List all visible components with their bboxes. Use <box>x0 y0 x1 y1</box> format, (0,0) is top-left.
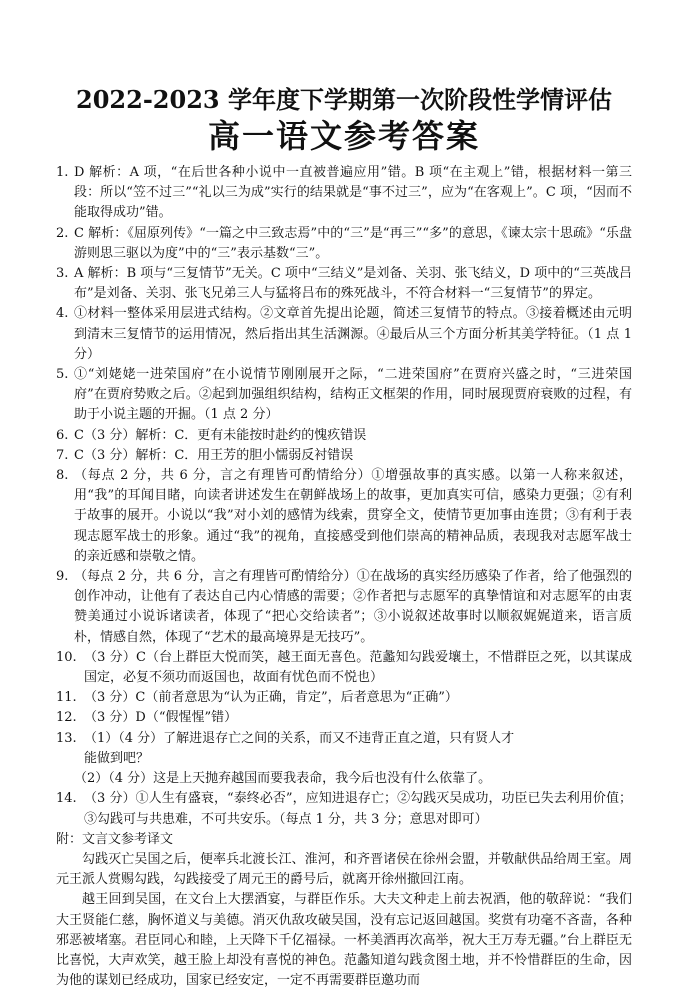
answer-13-part2: （2）（4 分）这是上天抛弃越国而要我表命，我今后也没有什么依靠了。 <box>74 771 492 787</box>
answer-item-11: 11. （3 分）C（前者意思为“认为正确，肯定”，后者意思为“正确”） <box>56 690 458 706</box>
answer-13-part1: （1）（4 分）了解进退存亡之间的关系，而又不违背正直之道，只有贤人才 <box>84 730 515 746</box>
appendix-paragraph-1: 勾践灭亡吴国之后，便率兵北渡长江、淮河，和齐晋诸侯在徐州会盟，并敬献供品给周王室。周元王派人赏赐勾践，勾践接受了周元王的爵号后，就离开徐州撤回江南。 <box>56 851 632 888</box>
answer-content <box>56 163 632 991</box>
answer-item-5: 5. ①“刘姥姥一进荣国府”在小说情节刚刚展开之际，“二进荣国府”在贾府兴盛之时，“三进荣国府”在贾府势败之后。②起到加强组织结构，结构正文框架的作用，同时展现贾府衰败的过程，有助于小说主题的开掘。（1 点 2 分） <box>56 367 632 423</box>
answer-item-6: 6. C（3 分）解析：C．更有未能按时赴约的愧疚错误 <box>56 427 367 443</box>
appendix-paragraph-2: 越王回到吴国，在文台上大摆酒宴，与群臣作乐。大夫文种走上前去祝酒，他的敬辞说：“我们大王贤能仁慈，胸怀道义与美德。消灭仇敌攻破吴国，没有忘记返回越国。奖赏有功毫不吝啬，各种邪恶被堵塞。君臣同心和睦，上天降下千亿福禄。一杯美酒再次高举，祝大王万寿无疆。”台上群臣无比喜悦，大声欢笑，越王脸上却没有喜悦的神色。范蠡知道勾践贪图土地，并不怜惜群臣的生命，因为他的谋划已经成功，国家已经安定，一定不再需要群臣邀功而 <box>56 892 632 989</box>
answer-item-8: 8. （每点 2 分，共 6 分，言之有理皆可酌情给分）①增强故事的真实感。以第一人称来叙述，用“我”的耳闻目睹，向读者讲述发生在朝鲜战场上的故事，更加真实可信，感染力更强；②有利于故事的展开。小说以“我”对小刘的感情为线索，贯穿全文，使情节更加事由连贯；③有利于表现志愿军战士的形象。通过“我”的视角，直接感受到他们崇高的精神品质，表现我对志愿军战士的亲近感和崇敬之情。 <box>56 468 632 564</box>
answer-item-10: 10. （3 分）C（台上群臣大悦而笑，越王面无喜色。范蠡知勾践爱壤土，不惜群臣之死，以其谋成国定，必复不须功而返国也，故面有忧色而不悦也） <box>56 649 632 686</box>
appendix-heading: 附：文言文参考译文 <box>56 831 174 847</box>
answer-item-4: 4. ①材料一整体采用层进式结构。②文章首先提出论题，简述三复情节的特点。③接着概述由元明到清末三复情节的运用情况，然后指出其生活渊源。④最后从三个方面分析其美学特征。（1 点 1 分） <box>56 306 632 362</box>
answer-item-7: 7. C（3 分）解析：C．用王芳的胆小懦弱反衬错误 <box>56 447 354 463</box>
answer-item-14: 14. （3 分）①人生有盛衰，“泰终必否”，应知进退存亡；②勾践灭吴成功，功臣已失去利用价值；③勾践可与共患难，不可共安乐。（每点 1 分，共 3 分；意思对即可） <box>56 791 632 827</box>
answer-item-9: 9. （每点 2 分，共 6 分，言之有理皆可酌情给分）①在战场的真实经历感染了作者，给了他强烈的创作冲动，让他有了表达自己内心情感的需要；②作者把与志愿军的真挚情谊和对志愿军的由衷赞美通过小说诉诸读者，体现了“把心交给读者”；③小说叙述故事时以顺叙娓娓道来，语言质朴，情感自然，体现了“艺术的最高境界是无技巧”。 <box>56 569 632 645</box>
answer-item-2: 2. C 解析：《屈原列传》“一篇之中三致志焉”中的“三”是“再三”“多”的意思，《谏太宗十思疏》“乐盘游则思三驱以为度”中的“三”表示基数“三”。 <box>56 225 632 261</box>
page-subtitle: 高一语文参考答案 <box>207 117 480 155</box>
page-title: 2022-2023 学年度下学期第一次阶段性学情评估 <box>76 85 612 114</box>
answer-item-3: 3. A 解析：B 项与“三复情节”无关。C 项中“三结义”是刘备、关羽、张飞结义，D 项中的“三英战吕布”是刘备、关羽、张飞兄弟三人与猛将吕布的殊死战斗，不符合材料一“三复情节”的界定。 <box>56 266 632 302</box>
answer-item-1: 1. D 解析：A 项，“在后世各种小说中一直被普遍应用”错。B 项“在主观上”错，根据材料一第三段：所以“笠不过三”“礼以三为成”实行的结果就是“事不过三”，应为“在客观上”。C 项，“因而不能取得成功”错。 <box>56 165 632 221</box>
answer-item-12: 12. （3 分）D（“假惺惺”错） <box>56 710 238 726</box>
answer-item-13: 13. （1）（4 分）了解进退存亡之间的关系，而又不违背正直之道，只有贤人才 <box>56 730 515 746</box>
answer-13-part1-cont: 能做到吧？ <box>84 750 150 766</box>
